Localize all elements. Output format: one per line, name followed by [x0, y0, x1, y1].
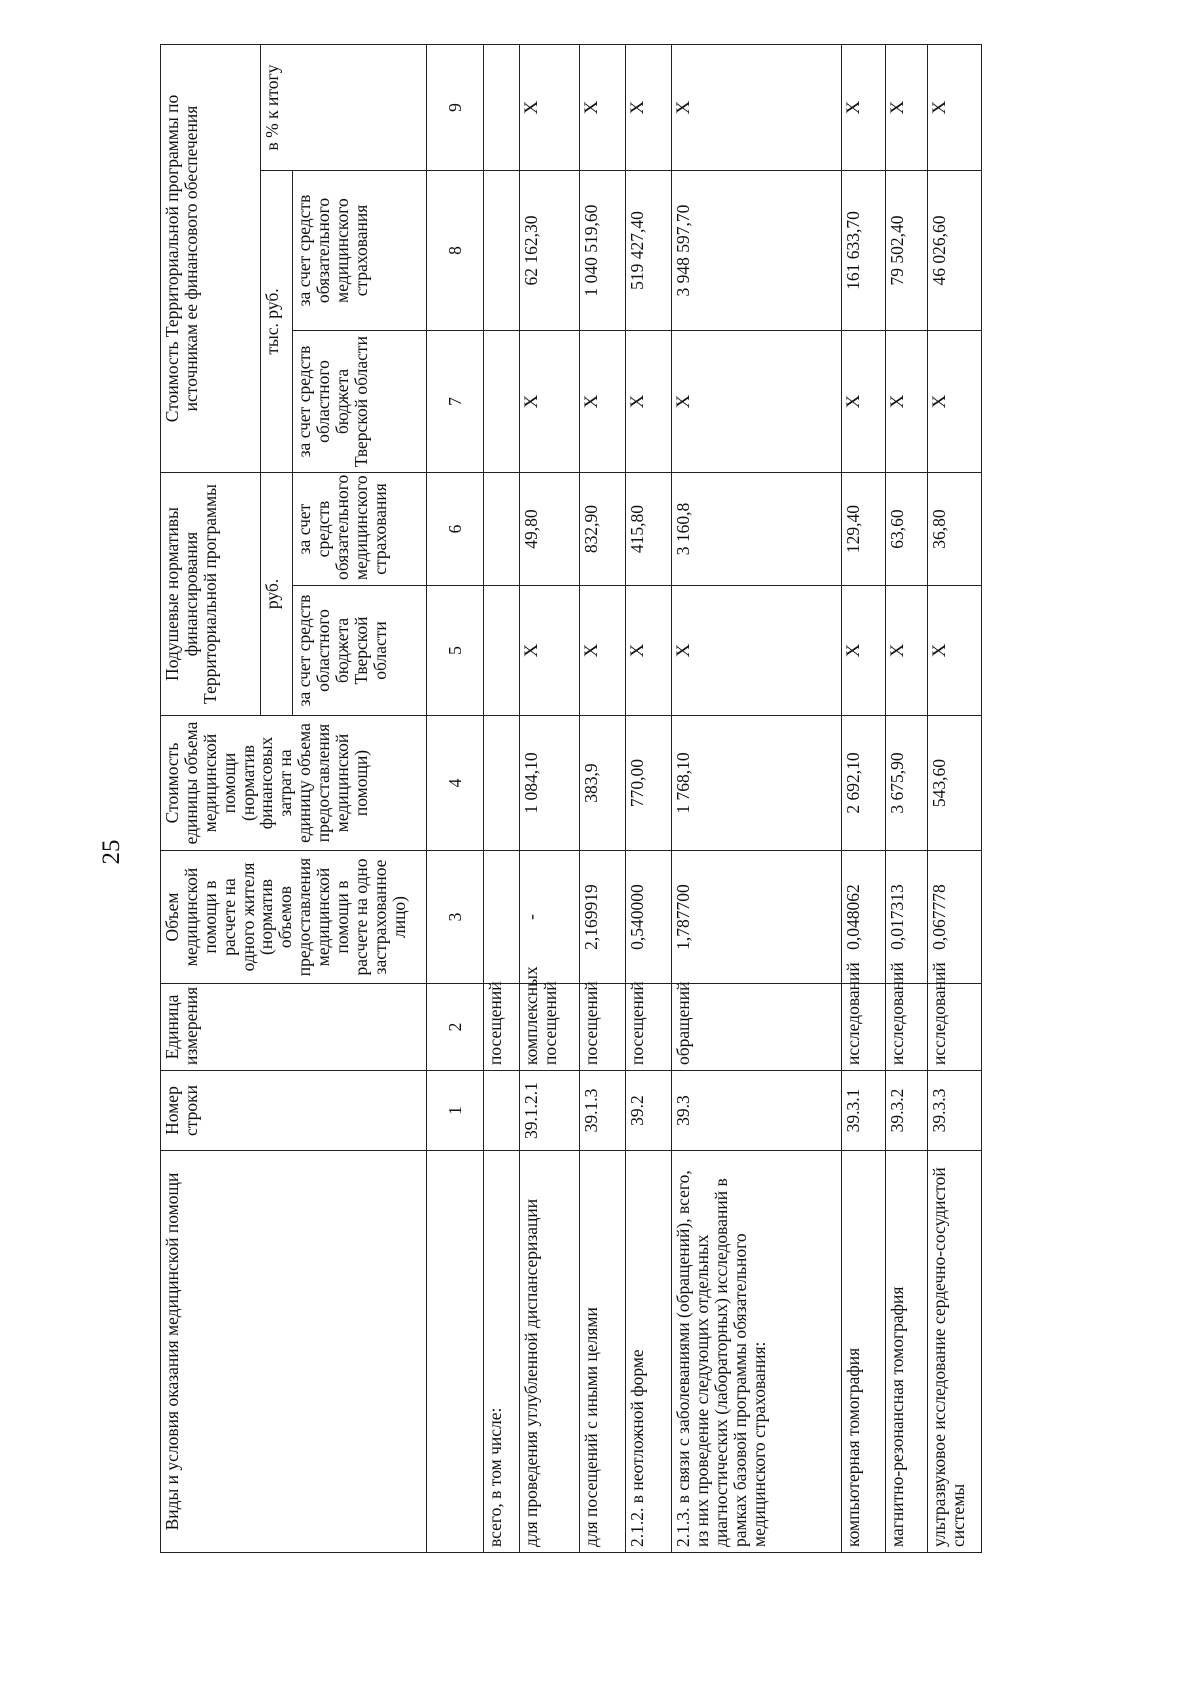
row-unit: комплексных посещений — [520, 984, 580, 1071]
row-unit: обращений — [672, 984, 842, 1071]
row-pc-budget: X — [672, 586, 842, 716]
column-number: 6 — [427, 473, 484, 586]
row-unit-cost: 383,9 — [580, 716, 626, 851]
row-volume: 0,048062 — [842, 851, 886, 984]
row-name: 2.1.3. в связи с заболеваниями (обращений), всего, из них проведение следующих отдельных диагностических (лабораторных) исследований в рамках базовой программы обязательного медицинского страхования: — [672, 1151, 842, 1553]
row-percent — [484, 44, 520, 170]
row-volume: 0,540000 — [626, 851, 672, 984]
row-percent: X — [580, 44, 626, 170]
row-percent: X — [672, 44, 842, 170]
row-percent: X — [520, 44, 580, 170]
table-row — [626, 44, 672, 1552]
header-pc-budget: за счет средств областного бюджета Тверской области — [293, 586, 427, 716]
page-number: 25 — [98, 839, 125, 865]
row-line-number: 39.2 — [626, 1071, 672, 1151]
header-cost-group: Стоимость Территориальной программы по источникам ее финансового обеспечения — [161, 44, 261, 472]
row-cost-budget: X — [886, 331, 928, 473]
header-per-capita-group: Подушевые нормативы финансирования Территориальной программы — [161, 473, 261, 716]
row-cost-budget: X — [580, 331, 626, 473]
row-name: 2.1.2. в неотложной форме — [626, 1151, 672, 1553]
row-name: для посещений с иными целями — [580, 1151, 626, 1553]
row-unit: посещений — [484, 984, 520, 1071]
row-unit: посещений — [626, 984, 672, 1071]
row-unit-cost: 770,00 — [626, 716, 672, 851]
row-name: для проведения углубленной диспансеризации — [520, 1151, 580, 1553]
row-cost-oms: 62 162,30 — [520, 171, 580, 331]
header-percent: в % к итогу — [261, 44, 427, 170]
header-cost-unit: тыс. руб. — [261, 171, 293, 473]
row-pc-budget: X — [520, 586, 580, 716]
column-number: 4 — [427, 716, 484, 851]
column-number-row — [427, 44, 484, 1552]
row-pc-oms: 63,60 — [886, 473, 928, 586]
table-body — [484, 44, 982, 1552]
row-name: компьютерная томография — [842, 1151, 886, 1553]
row-pc-oms: 832,90 — [580, 473, 626, 586]
row-percent: X — [886, 44, 928, 170]
row-pc-budget: X — [842, 586, 886, 716]
row-name: магнитно-резонансная томография — [886, 1151, 928, 1553]
row-line-number: 39.3.3 — [928, 1071, 982, 1151]
table-row — [520, 44, 580, 1552]
row-percent: X — [626, 44, 672, 170]
column-number: 9 — [427, 44, 484, 170]
row-line-number: 39.1.2.1 — [520, 1071, 580, 1151]
row-pc-budget: X — [886, 586, 928, 716]
row-unit: посещений — [580, 984, 626, 1071]
header-cost-budget: за счет средств областного бюджета Тверской области — [293, 331, 427, 473]
row-pc-oms — [484, 473, 520, 586]
row-volume — [484, 851, 520, 984]
header-cost-oms: за счет средств обязательного медицинского страхования — [293, 171, 427, 331]
row-percent: X — [928, 44, 982, 170]
table-row — [484, 44, 520, 1552]
column-number: 1 — [427, 1071, 484, 1151]
row-unit: исследований — [886, 984, 928, 1071]
row-unit-cost — [484, 716, 520, 851]
row-unit-cost: 2 692,10 — [842, 716, 886, 851]
row-cost-budget: X — [842, 331, 886, 473]
row-pc-oms: 36,80 — [928, 473, 982, 586]
row-pc-budget — [484, 586, 520, 716]
column-number: 7 — [427, 331, 484, 473]
header-per-capita-unit: руб. — [261, 473, 293, 716]
row-line-number: 39.3.1 — [842, 1071, 886, 1151]
column-number: 2 — [427, 984, 484, 1071]
table-row — [886, 44, 928, 1552]
row-volume: 1,787700 — [672, 851, 842, 984]
row-volume: - — [520, 851, 580, 984]
row-pc-oms: 49,80 — [520, 473, 580, 586]
row-cost-budget: X — [672, 331, 842, 473]
row-unit: исследований — [928, 984, 982, 1071]
row-unit-cost: 543,60 — [928, 716, 982, 851]
column-number: 5 — [427, 586, 484, 716]
column-number: 8 — [427, 171, 484, 331]
row-cost-oms: 3 948 597,70 — [672, 171, 842, 331]
row-volume: 2,169919 — [580, 851, 626, 984]
row-pc-budget: X — [928, 586, 982, 716]
row-line-number — [484, 1071, 520, 1151]
row-pc-oms: 3 160,8 — [672, 473, 842, 586]
row-volume: 0,017313 — [886, 851, 928, 984]
row-line-number: 39.3.2 — [886, 1071, 928, 1151]
header-volume: Объем медицинской помощи в расчете на одного жителя (норматив объемов предоставления медицинской помощи в расчете на одно застрахованное лицо) — [161, 851, 427, 984]
rotated-table-sheet — [160, 45, 1124, 1553]
row-cost-oms — [484, 171, 520, 331]
row-line-number: 39.1.3 — [580, 1071, 626, 1151]
column-number: 3 — [427, 851, 484, 984]
row-unit-cost: 3 675,90 — [886, 716, 928, 851]
row-cost-oms: 519 427,40 — [626, 171, 672, 331]
row-line-number: 39.3 — [672, 1071, 842, 1151]
header-pc-oms: за счет средств обязательного медицинского страхования — [293, 473, 427, 586]
row-cost-oms: 161 633,70 — [842, 171, 886, 331]
row-name: всего, в том числе: — [484, 1151, 520, 1553]
header-types: Виды и условия оказания медицинской помощи — [161, 1151, 427, 1553]
table-row — [928, 44, 982, 1552]
row-volume: 0,067778 — [928, 851, 982, 984]
column-number — [427, 1151, 484, 1553]
row-name: ультразвуковое исследование сердечно-сосудистой системы — [928, 1151, 982, 1553]
row-percent: X — [842, 44, 886, 170]
table-row — [580, 44, 626, 1552]
row-unit-cost: 1 768,10 — [672, 716, 842, 851]
row-cost-budget — [484, 331, 520, 473]
row-cost-budget: X — [928, 331, 982, 473]
table-row — [672, 44, 842, 1552]
header-unit-cost: Стоимость единицы объема медицинской помощи (норматив финансовых затрат на единицу объема предоставления медицинской помощи) — [161, 716, 427, 851]
header-unit: Единица измерения — [161, 984, 427, 1071]
row-cost-oms: 79 502,40 — [886, 171, 928, 331]
table-row — [842, 44, 886, 1552]
row-pc-budget: X — [580, 586, 626, 716]
row-pc-budget: X — [626, 586, 672, 716]
header-line-number: Номер строки — [161, 1071, 427, 1151]
row-unit-cost: 1 084,10 — [520, 716, 580, 851]
row-pc-oms: 129,40 — [842, 473, 886, 586]
row-unit: исследований — [842, 984, 886, 1071]
funding-table — [160, 44, 982, 1553]
row-cost-budget: X — [626, 331, 672, 473]
row-cost-oms: 46 026,60 — [928, 171, 982, 331]
row-cost-oms: 1 040 519,60 — [580, 171, 626, 331]
row-cost-budget: X — [520, 331, 580, 473]
row-pc-oms: 415,80 — [626, 473, 672, 586]
